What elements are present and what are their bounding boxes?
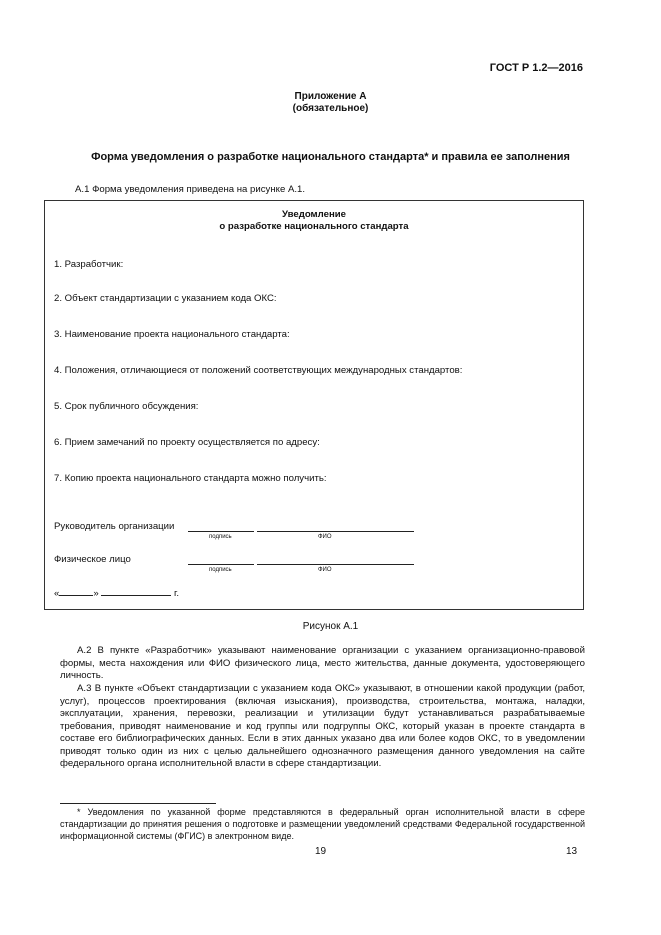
date-quote-close: » (93, 588, 99, 599)
form-title-line1: Уведомление (282, 209, 346, 220)
head-signature-label: Руководитель организации (54, 521, 175, 532)
date-month-year-line (101, 595, 171, 596)
person-name-line (257, 564, 414, 565)
annex-status: (обязательное) (292, 103, 369, 114)
date-field (54, 588, 179, 599)
paragraph-a3 (60, 683, 585, 771)
head-name-caption: ФИО (318, 534, 332, 540)
page-number-right: 13 (566, 846, 578, 857)
paragraph-a2-text: А.2 В пункте «Разработчик» указывают наименование организации с указанием организационно-правовой формы, места нахождения или ФИО физического лица, место жительства, данные документа, удостоверяющего личность. (60, 645, 585, 681)
head-signature-caption: подпись (209, 534, 232, 540)
person-signature-caption: подпись (209, 567, 232, 573)
date-suffix: г. (174, 588, 180, 599)
head-name-line (257, 531, 414, 532)
person-signature-label: Физическое лицо (54, 554, 131, 565)
form-item-differences: 4. Положения, отличающиеся от положений соответствующих международных стандартов: (54, 365, 463, 376)
footnote-divider (60, 803, 216, 804)
paragraph-a3-text: А.3 В пункте «Объект стандартизации с указанием кода ОКС» указывают, в отношении какой продукции (работ, услуг), процессов проектирования (включая изыскания), производства, строительства, монтажа, наладки, эксплуатации, хранения, перевозки, реализации и утилизации будут устанавливаться разрабатываемые требования, приводят наименование и код группы или подгруппы ОКС, который указан в проекте стандарта в составе его библиографических данных. Если в этих данных указано два или более кодов ОКС, то в уведомлении приводят только один из них с целью дальнейшего однозначного размещения данного уведомления на сайте федерального органа исполнительной власти в сфере стандартизации. (60, 683, 585, 769)
section-heading: Форма уведомления о разработке национального стандарта* и правила ее заполнения (91, 151, 570, 163)
form-item-object: 2. Объект стандартизации с указанием кода ОКС: (54, 293, 277, 304)
form-title-line2: о разработке национального стандарта (219, 221, 409, 232)
date-quote-open: « (54, 588, 60, 599)
form-item-copy: 7. Копию проекта национального стандарта можно получить: (54, 473, 327, 484)
form-item-project-name: 3. Наименование проекта национального стандарта: (54, 329, 290, 340)
standard-number: ГОСТ Р 1.2—2016 (489, 62, 583, 74)
form-item-address: 6. Прием замечаний по проекту осуществляется по адресу: (54, 437, 320, 448)
intro-text: А.1 Форма уведомления приведена на рисунке А.1. (75, 184, 306, 195)
head-signature-line (188, 531, 254, 532)
footnote (60, 806, 585, 842)
form-item-period: 5. Срок публичного обсуждения: (54, 401, 199, 412)
figure-caption: Рисунок А.1 (302, 621, 359, 632)
annex-label: Приложение А (294, 91, 367, 102)
person-name-caption: ФИО (318, 567, 332, 573)
person-signature-line (188, 564, 254, 565)
notification-form (44, 200, 584, 610)
form-item-developer: 1. Разработчик: (54, 259, 124, 270)
form-title (45, 209, 583, 233)
footnote-text: * Уведомления по указанной форме представляются в федеральный орган исполнительной власти в сфере стандартизации до принятия решения о подготовке и размещении уведомлений средствами Федеральной государственной информационной системы (ФГИС) в электронном виде. (60, 807, 585, 841)
date-day-line (59, 595, 93, 596)
page-number-left: 19 (315, 846, 327, 857)
paragraph-a2 (60, 645, 585, 683)
annex-title (0, 91, 661, 115)
